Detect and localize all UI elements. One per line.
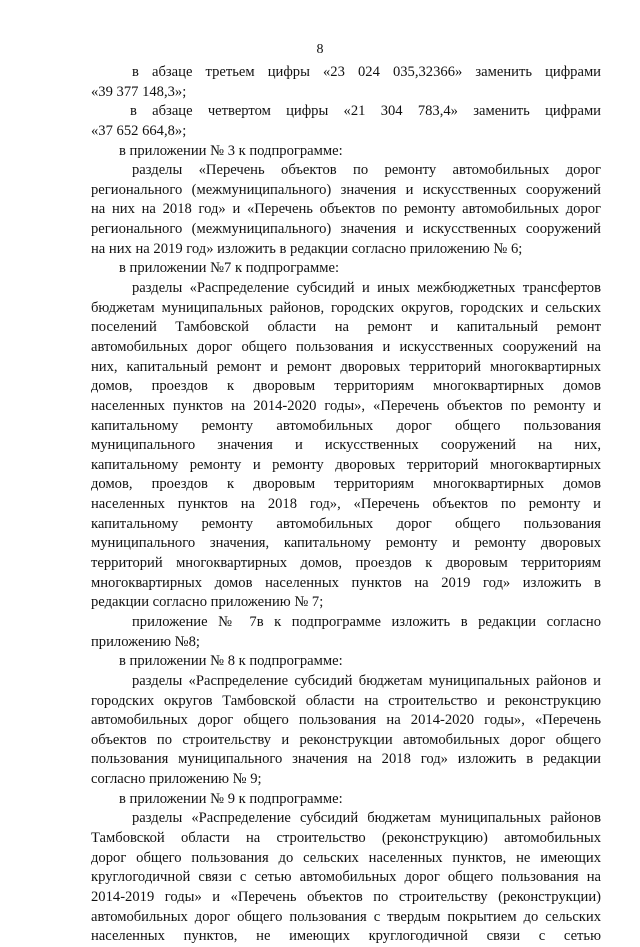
text-line: населенных пунктов на 2018 год», «Перечень объектов по ремонту и <box>91 496 601 513</box>
text-line: дорог общего пользования до сельских населенных пунктов, не имеющих <box>91 849 601 866</box>
text-line: регионального (межмуниципального) значения и искусственных сооружений <box>91 181 601 198</box>
text-line: в абзаце третьем цифры «23 024 035,32366» заменить цифрами <box>132 64 601 80</box>
text-line: регионального (межмуниципального) значения и искусственных сооружений <box>91 221 601 238</box>
text-line: территорий многоквартирных домов, проездов к дворовым территориям <box>91 555 601 572</box>
document-body <box>91 63 601 947</box>
text-line: на них на 2019 год» изложить в редакции согласно приложению № 6; <box>91 240 523 257</box>
text-line: в приложении №7 к подпрограмме: <box>119 260 340 277</box>
text-line: домов, проездов к дворовым территориям многоквартирных домов <box>91 476 601 493</box>
text-line: капитальному ремонту и ремонту дворовых территорий многоквартирных <box>91 456 601 473</box>
text-line: капитальному ремонту автомобильных дорог общего пользования <box>91 515 601 532</box>
text-line: приложение № 7в к подпрограмме изложить в редакции согласно <box>132 613 601 630</box>
text-line: 2014-2019 годы» и «Перечень объектов по строительству (реконструкции) <box>91 888 601 905</box>
text-line: домов, проездов к дворовым территориям многоквартирных домов <box>91 378 601 395</box>
text-line: поселений Тамбовской области на ремонт и капитальный ремонт <box>91 319 601 336</box>
text-line: в приложении № 8 к подпрограмме: <box>119 653 343 670</box>
text-line: разделы «Распределение субсидий бюджетам муниципальных районов <box>132 810 601 827</box>
text-line: городских округов Тамбовской области на строительство и реконструкцию <box>91 692 601 709</box>
text-line: муниципального значения и искусственных сооружений на них, <box>91 437 601 454</box>
text-line: в приложении № 9 к подпрограмме: <box>119 790 343 807</box>
text-line: капитальному ремонту автомобильных дорог общего пользования <box>91 417 601 434</box>
text-line: согласно приложению № 9; <box>91 771 262 788</box>
text-line: населенных пунктов, не имеющих круглогодичной связи с сетью <box>91 928 601 945</box>
text-line: «39 377 148,3»; <box>91 83 187 100</box>
text-line: разделы «Распределение субсидий бюджетам муниципальных районов и <box>132 672 601 689</box>
text-line: автомобильных дорог общего пользования и искусственных сооружений на <box>91 338 601 355</box>
page-number: 8 <box>316 42 324 57</box>
text-line: автомобильных дорог общего пользования с твердым покрытием до сельских <box>91 908 601 925</box>
text-line: на них на 2018 год» и «Перечень объектов по ремонту автомобильных дорог <box>91 201 601 218</box>
text-line: в приложении № 3 к подпрограмме: <box>119 142 343 159</box>
text-line: Тамбовской области на строительство (реконструкцию) автомобильных <box>91 829 601 846</box>
text-line: бюджетам муниципальных районов, городских округов, городских и сельских <box>91 299 601 316</box>
text-line: разделы «Перечень объектов по ремонту автомобильных дорог <box>132 162 601 179</box>
text-line: населенных пунктов на 2014-2020 годы», «Перечень объектов по ремонту и <box>91 397 601 414</box>
text-line: «37 652 664,8»; <box>91 122 187 139</box>
text-line: многоквартирных домов населенных пунктов на 2019 год» изложить в <box>91 574 601 591</box>
text-line: редакции согласно приложению № 7; <box>91 594 324 611</box>
text-line: них, капитальный ремонт и ремонт дворовых территорий многоквартирных <box>91 358 601 375</box>
text-line: разделы «Распределение субсидий и иных межбюджетных трансфертов <box>132 280 601 297</box>
text-line: муниципального значения, капитальному ремонту и ремонту дворовых <box>91 535 601 552</box>
text-line: автомобильных дорог общего пользования на 2014-2020 годы», «Перечень <box>91 712 601 729</box>
text-line: круглогодичной связи с сетью автомобильных дорог общего пользования на <box>91 869 601 886</box>
text-line: приложению №8; <box>91 633 200 650</box>
text-line: объектов по строительству и реконструкции автомобильных дорог общего <box>91 731 601 748</box>
text-line: пользования муниципального значения на 2018 год» изложить в редакции <box>91 751 601 768</box>
text-line: в абзаце четвертом цифры «21 304 783,4» заменить цифрами <box>130 103 601 120</box>
